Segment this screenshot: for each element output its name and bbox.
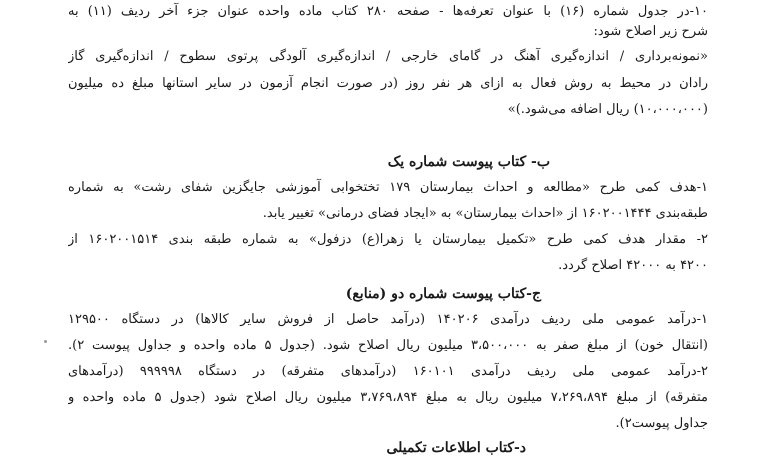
- section-b-line-1: ۱-هدف کمی طرح «مطالعه و احداث بیمارستان ۱۷۹ تختخوابی آموزشی جایگزین شفای رشت» به شماره: [68, 180, 708, 195]
- p10-line-3: «نمونه‌برداری / اندازه‌گیری آهنگ در گامای خارجی / اندازه‌گیری آلودگی پرتوی سطوح / اندازه‌گیری گاز: [68, 49, 708, 64]
- section-c-line-4: متفرقه) از مبلغ ۷،۲۶۹،۸۹۴ میلیون ریال به مبلغ ۳،۷۶۹،۸۹۴ میلیون ریال اصلاح شود (جدول ۵ ماده واحده و: [68, 390, 708, 405]
- section-b-heading: ب- کتاب پیوست شماره یک: [387, 154, 550, 170]
- p10-line-5: (۱۰،۰۰۰،۰۰۰) ریال اضافه می‌شود.)»: [507, 102, 708, 117]
- section-d-heading: د-کتاب اطلاعات تکمیلی: [386, 440, 526, 456]
- section-c-line-2: (انتقال خون) از مبلغ صفر به ۳،۵۰۰،۰۰۰ میلیون ریال اصلاح شود. (جدول ۵ ماده واحده و جداول پیوست ۲).: [68, 338, 708, 353]
- p10-line-1: ۱۰-در جدول شماره (۱۶) با عنوان تعرفه‌ها - صفحه ۲۸۰ کتاب ماده واحده عنوان جزء آخر ردیف (۱۱) به: [68, 4, 708, 19]
- section-c-heading: ج-کتاب پیوست شماره دو (منابع): [345, 286, 541, 302]
- section-c-line-5: جداول پیوست۲).: [615, 416, 708, 431]
- p10-line-4: رادان در محیط به روش فعال به ازای هر نفر روز (در صورت انجام آزمون در سایر استانها مبلغ ده میلیون: [68, 76, 708, 91]
- section-b-line-2: طبقه‌بندی ۱۶۰۲۰۰۱۴۴۴ از «احداث بیمارستان» به «ایجاد فضای درمانی» تغییر یابد.: [262, 206, 708, 221]
- section-b-line-4: ۴۲۰۰ به ۴۲۰۰۰ اصلاح گردد.: [558, 258, 708, 273]
- section-c-line-3: ۲-درآمد عمومی ملی ردیف درآمدی ۱۶۰۱۰۱ (درآمدهای متفرقه) در دستگاه ۹۹۹۹۹۸ (درآمدهای: [68, 364, 708, 379]
- p10-line-2: شرح زیر اصلاح شود:: [593, 24, 708, 39]
- scan-speck: [44, 340, 47, 343]
- section-c-line-1: ۱-درآمد عمومی ملی ردیف درآمدی ۱۴۰۲۰۶ (درآمد حاصل از فروش سایر کالاها) در دستگاه ۱۲۹۵۰۰: [68, 312, 708, 327]
- section-b-line-3: ۲- مقدار هدف کمی طرح «تکمیل بیمارستان یا زهرا(ع) دزفول» به شماره طبقه بندی ۱۶۰۲۰۰۱۵۱۴ از: [68, 232, 708, 247]
